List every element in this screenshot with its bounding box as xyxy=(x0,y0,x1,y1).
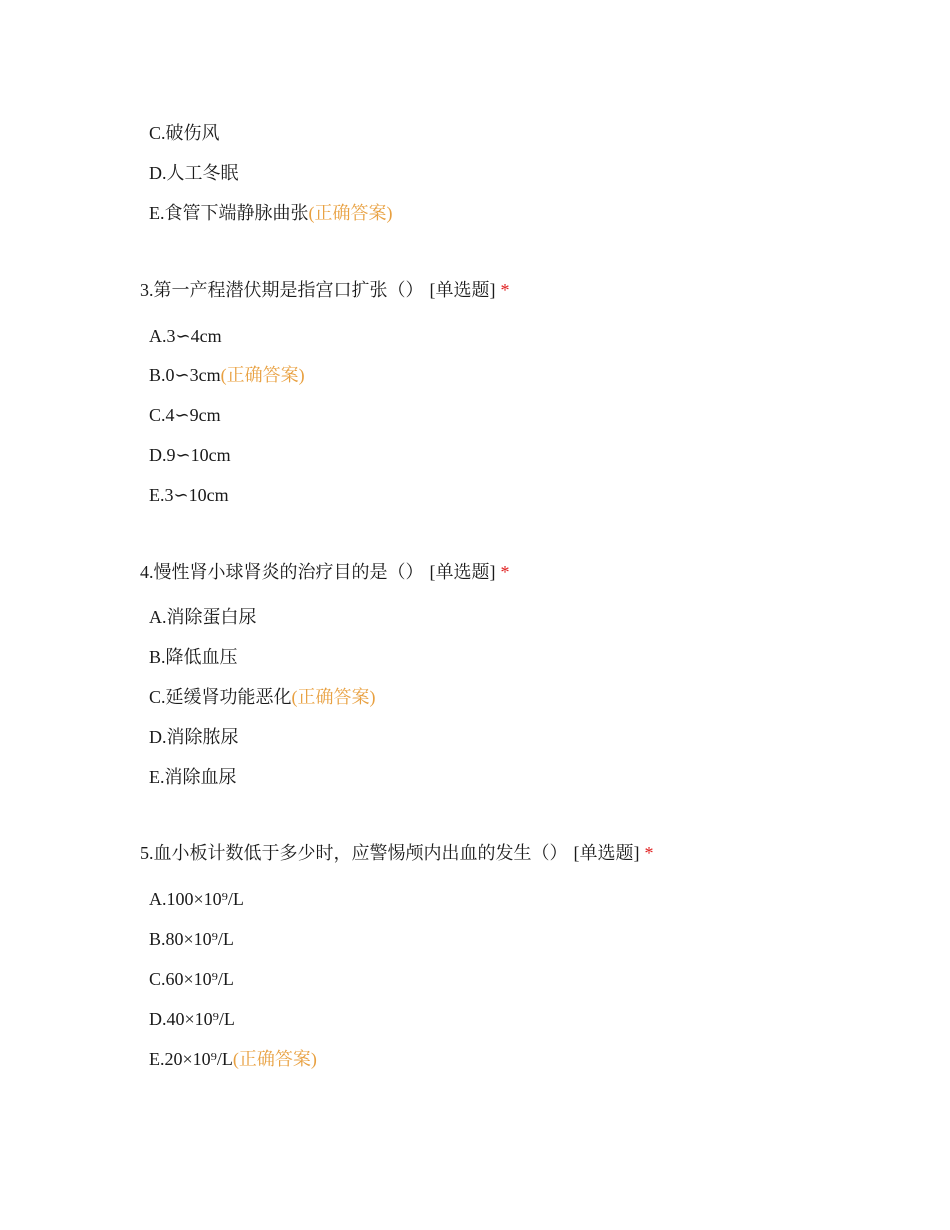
option-text: D.消除脓尿 xyxy=(149,727,239,747)
q4-option-d[interactable] xyxy=(149,725,239,749)
q4-option-e[interactable] xyxy=(149,765,237,789)
option-text: A.3∽4cm xyxy=(149,326,222,346)
option-text: B.0∽3cm xyxy=(149,365,221,385)
option-text: D.人工冬眠 xyxy=(149,163,239,183)
q4-option-b[interactable] xyxy=(149,645,238,669)
option-text: A.消除蛋白尿 xyxy=(149,607,257,627)
question-text: 3.第一产程潜伏期是指宫口扩张（） xyxy=(140,280,424,300)
required-mark: * xyxy=(500,562,510,582)
question-type: [单选题] xyxy=(573,843,640,863)
q5-option-c[interactable] xyxy=(149,967,234,991)
option-text: E.3∽10cm xyxy=(149,485,229,505)
question-type: [单选题] xyxy=(429,280,496,300)
correct-answer-label: (正确答案) xyxy=(220,365,305,385)
required-mark: * xyxy=(644,843,654,863)
q3-option-d[interactable] xyxy=(149,443,231,467)
q3-option-a[interactable] xyxy=(149,324,222,348)
correct-answer-label: (正确答案) xyxy=(232,1049,317,1069)
option-text: B.降低血压 xyxy=(149,647,238,667)
required-mark: * xyxy=(500,280,510,300)
question-type: [单选题] xyxy=(429,562,496,582)
q3-option-b[interactable] xyxy=(149,363,305,387)
option-text: C.破伤风 xyxy=(149,123,220,143)
q3-title xyxy=(140,278,510,302)
q3-option-e[interactable] xyxy=(149,483,229,507)
correct-answer-label: (正确答案) xyxy=(291,687,376,707)
q4-title xyxy=(140,560,510,584)
question-text: 5.血小板计数低于多少时，应警惕颅内出血的发生（） xyxy=(140,843,568,863)
q5-title xyxy=(140,841,654,865)
q2-option-e[interactable] xyxy=(149,201,393,225)
q5-option-b[interactable] xyxy=(149,927,234,951)
q5-option-e[interactable] xyxy=(149,1047,317,1071)
option-text: B.80×10⁹/L xyxy=(149,929,234,949)
q2-option-c[interactable] xyxy=(149,121,220,145)
correct-answer-label: (正确答案) xyxy=(308,203,393,223)
q2-option-d[interactable] xyxy=(149,161,239,185)
option-text: C.60×10⁹/L xyxy=(149,969,234,989)
option-text: D.9∽10cm xyxy=(149,445,231,465)
q3-option-c[interactable] xyxy=(149,403,221,427)
option-text: C.4∽9cm xyxy=(149,405,221,425)
q5-option-a[interactable] xyxy=(149,887,244,911)
question-text: 4.慢性肾小球肾炎的治疗目的是（） xyxy=(140,562,424,582)
option-text: E.20×10⁹/L xyxy=(149,1049,233,1069)
option-text: E.消除血尿 xyxy=(149,767,237,787)
option-text: D.40×10⁹/L xyxy=(149,1009,235,1029)
option-text: E.食管下端静脉曲张 xyxy=(149,203,309,223)
option-text: C.延缓肾功能恶化 xyxy=(149,687,292,707)
q4-option-c[interactable] xyxy=(149,685,376,709)
option-text: A.100×10⁹/L xyxy=(149,889,244,909)
q4-option-a[interactable] xyxy=(149,605,257,629)
q5-option-d[interactable] xyxy=(149,1007,235,1031)
